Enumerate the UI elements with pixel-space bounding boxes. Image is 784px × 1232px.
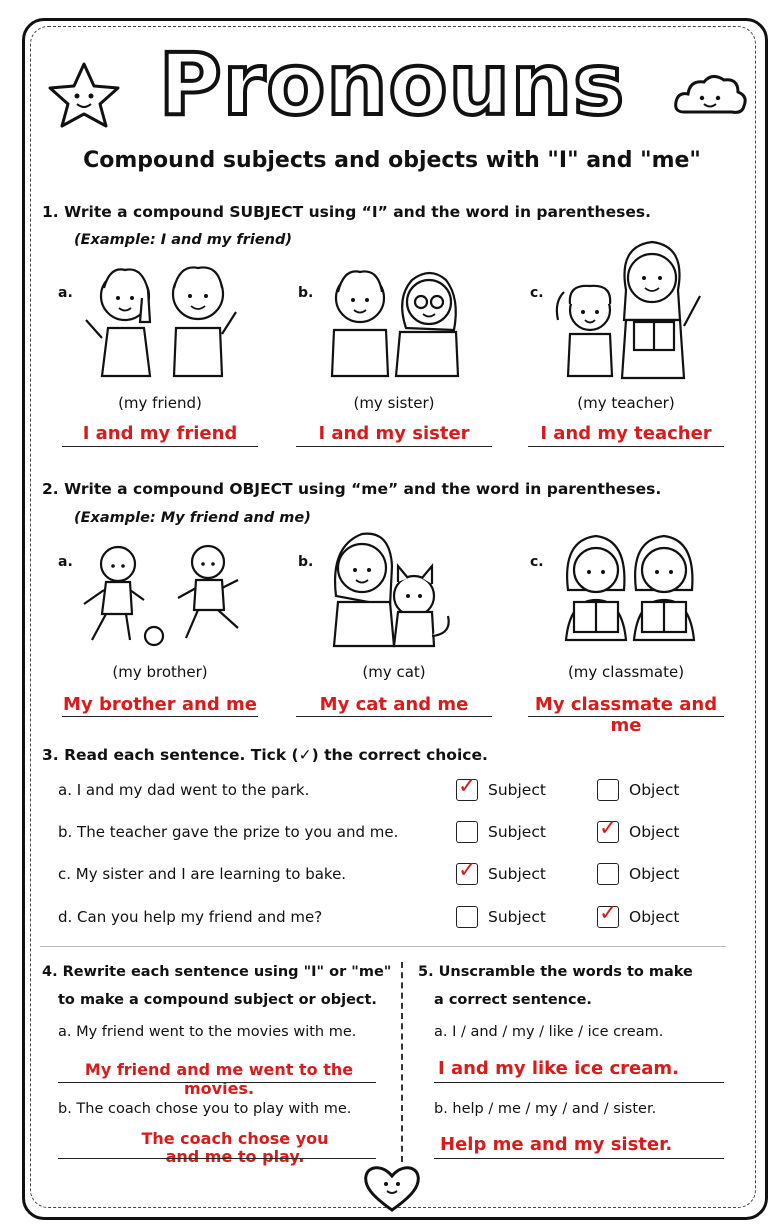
s2-letter-c: c. — [530, 554, 544, 570]
s3-b-subject-label: Subject — [488, 823, 546, 841]
section3-question: 3. Read each sentence. Tick (✓) the correct choice. — [42, 746, 488, 764]
s4-answer-b[interactable]: The coach chose you and me to play. — [141, 1129, 329, 1166]
s3-b-subject-checkbox[interactable] — [456, 821, 478, 843]
s3-d-object-checkbox[interactable] — [597, 901, 619, 928]
s3-b-object-tick: ✓ — [599, 816, 618, 841]
classmates-reading-illustration — [560, 530, 700, 652]
s2-answer-line-c — [528, 716, 724, 717]
s5-answer-b[interactable]: Help me and my sister. — [440, 1134, 673, 1155]
s5-answer-line-b — [434, 1158, 724, 1159]
s2-answer-c[interactable]: My classmate and me — [534, 694, 718, 736]
s1-answer-line-c — [528, 446, 724, 447]
section5-question-line1: 5. Unscramble the words to make — [418, 964, 693, 980]
s2-answer-a[interactable]: My brother and me — [63, 694, 257, 715]
s1-letter-b: b. — [298, 285, 314, 301]
s1-prompt-c: (my teacher) — [577, 394, 675, 412]
s3-a-subject-label: Subject — [488, 781, 546, 799]
s3-b-object-label: Object — [629, 823, 680, 841]
s3-sentence-c: c. My sister and I are learning to bake. — [58, 865, 347, 883]
s2-answer-b[interactable]: My cat and me — [319, 694, 469, 715]
s3-a-object-checkbox[interactable] — [597, 779, 619, 801]
s1-answer-c[interactable]: I and my teacher — [540, 423, 712, 444]
s1-letter-a: a. — [58, 285, 73, 301]
s4-answer-line-b — [58, 1158, 376, 1159]
s1-answer-a[interactable]: I and my friend — [82, 423, 238, 444]
s1-answer-line-b — [296, 446, 492, 447]
s3-sentence-d: d. Can you help my friend and me? — [58, 908, 323, 926]
student-and-teacher-illustration — [548, 230, 718, 380]
column-divider — [401, 962, 403, 1162]
s2-prompt-b: (my cat) — [362, 663, 426, 681]
girl-with-cat-illustration — [328, 526, 458, 650]
kids-waving-illustration — [80, 258, 250, 378]
section5-question-line2: a correct sentence. — [434, 992, 592, 1008]
s3-d-object-tick: ✓ — [599, 901, 618, 926]
s3-a-subject-tick: ✓ — [458, 774, 477, 799]
s3-c-subject-tick: ✓ — [458, 858, 477, 883]
s2-letter-b: b. — [298, 554, 314, 570]
s4-sentence-b: b. The coach chose you to play with me. — [58, 1101, 352, 1117]
s1-answer-b[interactable]: I and my sister — [318, 423, 470, 444]
s3-c-subject-label: Subject — [488, 865, 546, 883]
s1-answer-line-a — [62, 446, 258, 447]
brothers-playing-soccer-illustration — [78, 540, 248, 650]
s3-sentence-b: b. The teacher gave the prize to you and me. — [58, 823, 399, 841]
s1-letter-c: c. — [530, 285, 544, 301]
section4-question-line1: 4. Rewrite each sentence using "I" or "me" — [42, 964, 392, 980]
s3-c-object-checkbox[interactable] — [597, 863, 619, 885]
siblings-illustration — [326, 258, 466, 378]
s3-c-object-label: Object — [629, 865, 680, 883]
s2-answer-line-b — [296, 716, 492, 717]
s3-a-object-label: Object — [629, 781, 680, 799]
s5-sentence-a: a. I / and / my / like / ice cream. — [434, 1024, 664, 1040]
s1-prompt-a: (my friend) — [118, 394, 202, 412]
section2-example: (Example: My friend and me) — [74, 510, 311, 526]
s3-d-subject-label: Subject — [488, 908, 546, 926]
s3-sentence-a: a. I and my dad went to the park. — [58, 781, 310, 799]
s2-answer-line-a — [62, 716, 258, 717]
s4-sentence-a: a. My friend went to the movies with me. — [58, 1024, 357, 1040]
section1-example: (Example: I and my friend) — [74, 232, 292, 248]
s2-prompt-c: (my classmate) — [567, 663, 685, 681]
s4-answer-a[interactable]: My friend and me went to the movies. — [84, 1060, 354, 1098]
page-subtitle: Compound subjects and objects with "I" and "me" — [83, 148, 701, 173]
s3-b-object-checkbox[interactable] — [597, 816, 619, 843]
s5-answer-a[interactable]: I and my like ice cream. — [438, 1058, 679, 1079]
s2-prompt-a: (my brother) — [112, 663, 208, 681]
page-title: Pronouns — [158, 35, 626, 135]
s1-prompt-b: (my sister) — [353, 394, 435, 412]
s5-answer-line-a — [434, 1082, 724, 1083]
section1-question: 1. Write a compound SUBJECT using “I” and the word in parentheses. — [42, 203, 651, 221]
heart-icon — [362, 1162, 422, 1214]
section2-question: 2. Write a compound OBJECT using “me” and the word in parentheses. — [42, 480, 662, 498]
s3-d-subject-checkbox[interactable] — [456, 906, 478, 928]
section4-question-line2: to make a compound subject or object. — [58, 992, 377, 1008]
s2-letter-a: a. — [58, 554, 73, 570]
s5-sentence-b: b. help / me / my / and / sister. — [434, 1101, 657, 1117]
s3-c-subject-checkbox[interactable] — [456, 858, 478, 885]
s4-answer-line-a — [58, 1082, 376, 1083]
section-divider — [40, 946, 726, 947]
s3-d-object-label: Object — [629, 908, 680, 926]
s3-a-subject-checkbox[interactable] — [456, 774, 478, 801]
